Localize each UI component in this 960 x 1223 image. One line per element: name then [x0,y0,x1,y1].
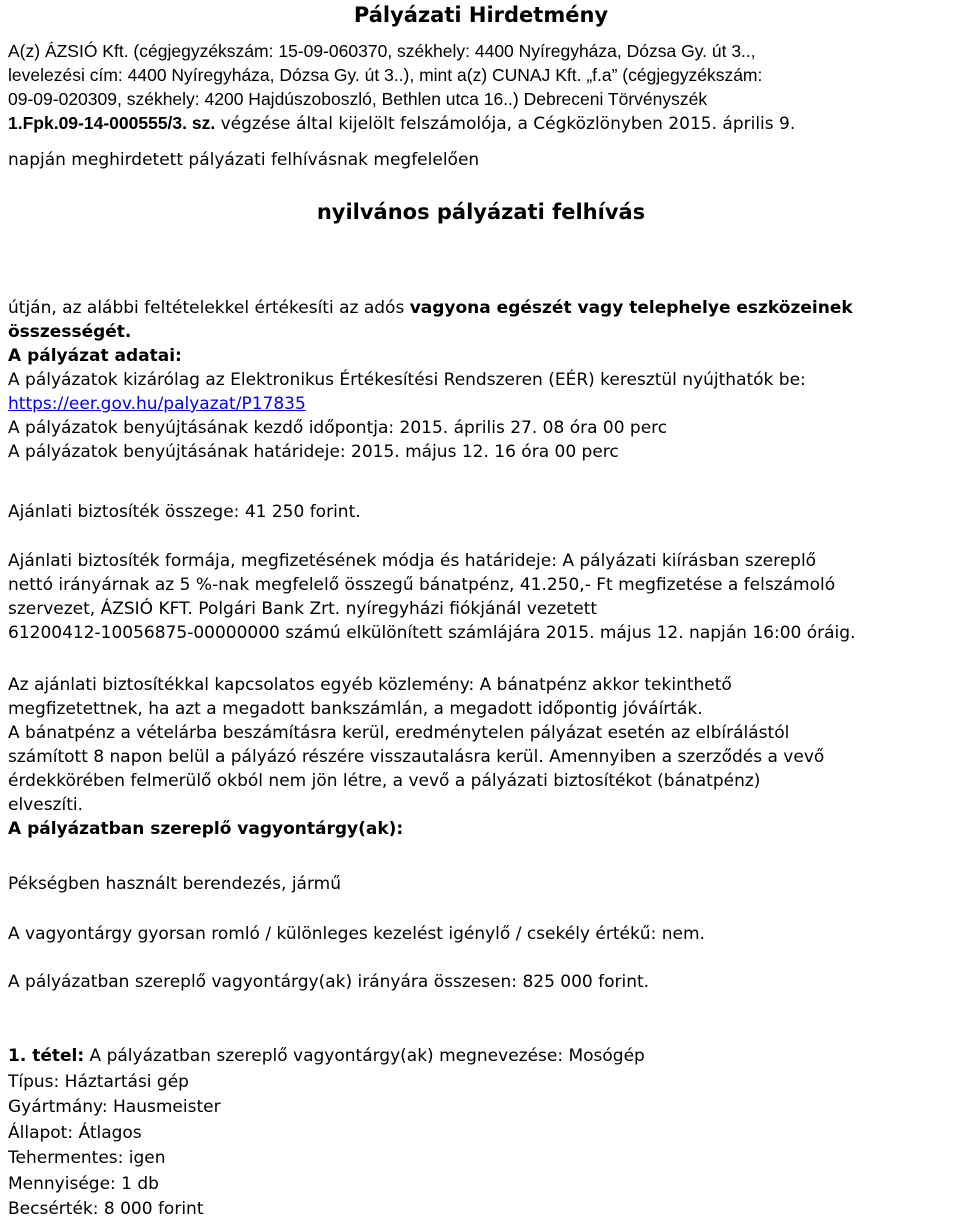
other-notice-paragraph [8,673,954,841]
intro-line-2: levelezési cím: 4400 Nyíregyháza, Dózsa Gy. út 3..), mint a(z) CUNAJ Kft. „f.a” (cégjegyzékszám: [8,65,763,85]
other-line-4: számított 8 napon belül a pályázó részére visszautalásra kerül. Amennyiben a szerződés a vevő [8,747,825,767]
deposit-form-line-4: 61200412-10056875-00000000 számú elkülönített számlájára 2015. május 12. napján 16:00 óráig. [8,623,856,643]
assets-heading-label: A pályázatban szereplő vagyontárgy(ak): [8,819,404,839]
case-number: 1.Fpk.09-14-000555/3. sz. [8,113,216,133]
tender-data-label: A pályázat adatai: [8,346,182,366]
section-heading: nyilvános pályázati felhívás [316,200,646,224]
other-line-1: Az ajánlati biztosítékkal kapcsolatos egyéb közlemény: A bánatpénz akkor tekinthető [8,675,732,695]
intro-line-4 [8,111,954,136]
intro-line-1: A(z) ÁZSIÓ Kft. (cégjegyzékszám: 15-09-060370, székhely: 4400 Nyíregyháza, Dózsa Gy. út 3.., [8,41,756,61]
deposit-amount: Ajánlati biztosíték összege: 41 250 forint. [8,502,361,522]
other-line-3: A bánatpénz a vételárba beszámításra kerül, eredménytelen pályázat esetén az elbírálástól [8,723,790,743]
start-date: A pályázatok benyújtásának kezdő időpontja: 2015. április 27. 08 óra 00 perc [8,418,668,438]
lot-1-condition: Állapot: Átlagos [8,1122,142,1143]
other-line-6: elveszíti. [8,795,83,815]
lot-1-quantity: Mennyisége: 1 db [8,1173,159,1194]
lot-1-unencumbered: Tehermentes: igen [8,1148,166,1168]
intro-line-4-rest: végzése által kijelölt felszámolója, a Cégközlönyben 2015. április 9. [215,114,796,134]
body-line-1-bold: vagyona egészét vagy telephelye eszközeinek [409,298,853,318]
other-line-2: megfizetettnek, ha azt a megadott bankszámlán, a megadott időpontig jóváírták. [8,699,703,719]
lot-1-label: 1. tétel: [8,1046,85,1066]
deposit-form-line-1: Ajánlati biztosíték formája, megfizetésének módja és határideje: A pályázati kiírásban szereplő [8,551,817,571]
other-line-5: érdekkörében felmerülő okból nem jön létre, a vevő a pályázati biztosítékot (bánatpénz) [8,771,761,791]
body-line-1-text: útján, az alábbi feltételekkel értékesíti az adós [8,298,410,318]
deposit-form-paragraph [8,549,954,645]
perishable-note: A vagyontárgy gyorsan romló / különleges kezelést igénylő / csekély értékű: nem. [8,924,705,944]
lot-1-type: Típus: Háztartási gép [8,1071,189,1092]
body-line-2 [8,320,954,344]
page-title: Pályázati Hirdetmény [353,3,609,27]
eer-line: A pályázatok kizárólag az Elektronikus Értékesítési Rendszeren (EÉR) keresztül nyújthatók be: [8,370,806,390]
lot-1-manufacturer: Gyártmány: Hausmeister [8,1097,221,1117]
body-line-2-bold: összességét. [8,322,132,342]
assets-heading [8,817,954,841]
tender-link-row [8,392,954,416]
deadline: A pályázatok benyújtásának határideje: 2015. május 12. 16 óra 00 perc [8,442,619,462]
deposit-form-line-2: nettó irányárnak az 5 %-nak megfelelő összegű bánatpénz, 41.250,- Ft megfizetése a felszámoló [8,575,836,595]
lot-1 [8,1044,954,1223]
assets-description: Pékségben használt berendezés, jármű [8,874,342,894]
tender-data-heading [8,344,954,368]
intro-line-3: 09-09-020309, székhely: 4200 Hajdúszoboszló, Bethlen utca 16..) Debreceni Törvényszék [8,89,708,109]
document [8,0,954,1219]
lot-1-name: A pályázatban szereplő vagyontárgy(ak) megnevezése: Mosógép [84,1046,645,1066]
deposit-form-line-3: szervezet, ÁZSIÓ KFT. Polgári Bank Zrt. nyíregyházi fiókjánál vezetett [8,599,598,619]
body-intro [8,296,954,464]
intro-paragraph [8,39,954,136]
total-price: A pályázatban szereplő vagyontárgy(ak) irányára összesen: 825 000 forint. [8,972,650,992]
intro-line-5: napján meghirdetett pályázati felhívásnak megfelelően [8,150,480,170]
lot-1-estimated-value: Becsérték: 8 000 forint [8,1199,204,1219]
tender-link[interactable]: https://eer.gov.hu/palyazat/P17835 [8,394,306,414]
lot-1-title [8,1044,954,1070]
body-line-1 [8,296,954,320]
